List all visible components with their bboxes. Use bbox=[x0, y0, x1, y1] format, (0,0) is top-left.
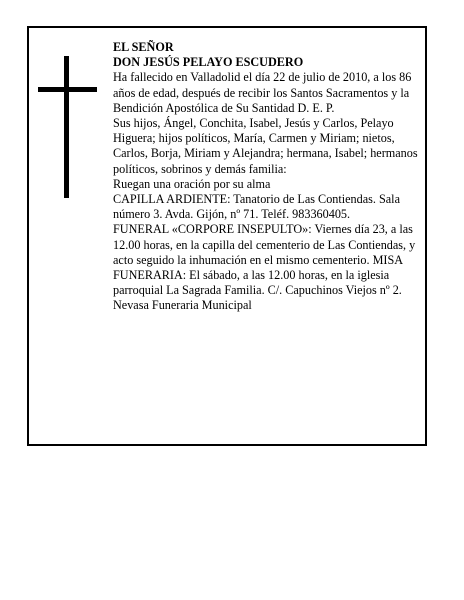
header-title: EL SEÑOR bbox=[113, 40, 174, 54]
cross-icon bbox=[64, 56, 69, 198]
deceased-name: DON JESÚS PELAYO ESCUDERO bbox=[113, 55, 304, 70]
death-announcement: Ha fallecido en Valladolid el día 22 de julio de 2010, a los 86 años de edad, después de recibir los Santos Sacramentos y la Bendición Apostólica de Su Santidad D. E. P. bbox=[113, 70, 412, 115]
funeral-info: FUNERAL «CORPORE INSEPULTO»: Viernes día 23, a las 12.00 horas, en la capilla del cementerio de Las Contiendas, y acto seguido la inhumación en el mismo cementerio. MISA FUNERARIA: El sábado, a las 12.00 horas, en la iglesia parroquial La Sagrada Familia. C/. Capuchinos Viejos nº 2. bbox=[113, 222, 416, 298]
family-list: Sus hijos, Ángel, Conchita, Isabel, Jesús y Carlos, Pelayo Higuera; hijos políticos, María, Carmen y Miriam; nietos, Carlos, Borja, Miriam y Alejandra; hermana, Isabel; hermanos políticos, sobrinos y demás familia: bbox=[113, 116, 418, 176]
prayer-request: Ruegan una oración por su alma bbox=[113, 176, 271, 191]
obituary-text bbox=[113, 40, 423, 314]
cross-icon-bar bbox=[38, 87, 97, 92]
funeral-home: Nevasa Funeraria Municipal bbox=[113, 298, 252, 313]
chapel-info: CAPILLA ARDIENTE: Tanatorio de Las Contiendas. Sala número 3. Avda. Gijón, nº 71. Teléf. 983360405. bbox=[113, 192, 400, 222]
